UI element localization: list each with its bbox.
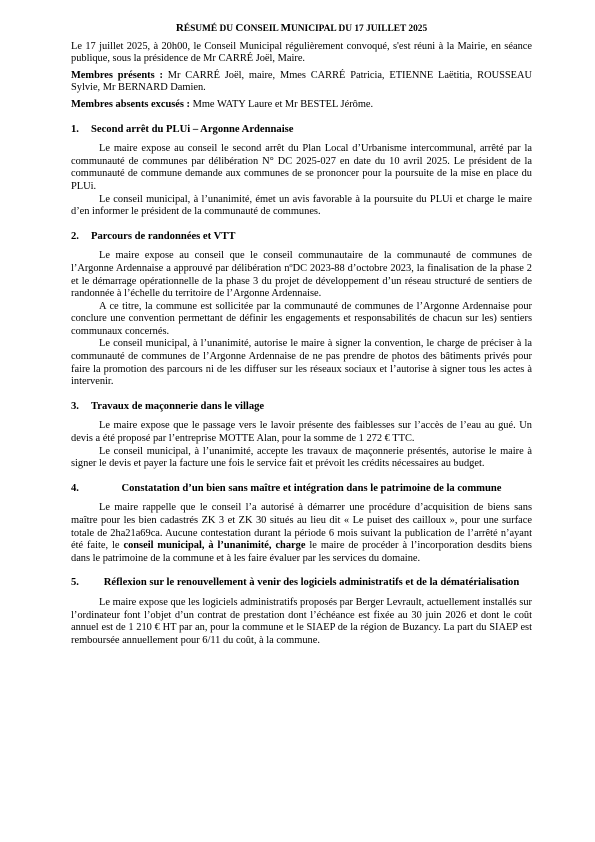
section-5-paragraph: Le maire expose que les logiciels administratifs proposés par Berger Levrault, actuellement installés sur l’ordinateur font l’objet d’un contrat de prestation dont l’échéance est fixée au 30 juin 2026 et dont le coût annuel est de 1 210 € HT par an, pour la commune et le SIAEP de la région de Buzancy. La part du SIAEP est remboursée annuellement pour 6/11 du coût, à la commune. <box>71 596 532 646</box>
section-4-heading <box>71 483 532 496</box>
members-present <box>71 70 532 95</box>
section-2-heading <box>71 231 532 244</box>
section-4-title: Constatation d’un bien sans maître et intégration dans le patrimoine de la commune <box>121 482 502 494</box>
section-3-paragraph: Le maire expose que le passage vers le lavoir présente des faiblesses sur l’accès de l’eau au gué. Un devis a été proposé par l’entreprise MOTTE Alan, pour la somme de 1 272 € TTC. <box>71 420 532 445</box>
section-3 <box>71 401 532 471</box>
section-5-heading <box>71 577 532 590</box>
document-body <box>71 22 532 647</box>
document-title <box>71 22 532 36</box>
section-4-text-bold: conseil municipal, à l’unanimité, charge <box>123 540 306 552</box>
section-1 <box>71 124 532 219</box>
section-3-paragraph: Le conseil municipal, à l’unanimité, accepte les travaux de maçonnerie présentés, autorise le maire à signer le devis et payer la facture une fois le service fait et prévoit les crédits nécessaires au budget. <box>71 445 532 470</box>
members-present-label: Membres présents : <box>71 69 163 81</box>
section-3-heading <box>71 401 532 414</box>
section-2-title: Parcours de randonnées et VTT <box>91 230 236 242</box>
section-4-number: 4. <box>71 482 79 494</box>
title-text-a: ÉSUMÉ DU <box>183 24 236 34</box>
section-2-paragraph: A ce titre, la commune est sollicitée par la communauté de communes de l’Argonne Ardennaise pour conclure une convention permettant de définir les engagements et responsabilités de chacun sur les) sentiers communaux concernés. <box>71 300 532 337</box>
members-absent-label: Membres absents excusés : <box>71 98 190 110</box>
title-initial-m: M <box>280 22 291 34</box>
section-1-heading <box>71 124 532 137</box>
section-4-text-start: Le maire rappelle que le conseil l’a autorisé à démarrer une procédure d’acquisition de biens sans maître pour les bien cadastrés ZK 3 et ZK 30 situés au lieu dit « Le puiset des cailloux », pour une surface totale de 2ha21a69ca. Aucune contestation durant la période 6 mois suivant la publication de l’arrêté n’ayant été faite, le <box>71 502 532 552</box>
section-2 <box>71 231 532 389</box>
section-1-title: Second arrêt du PLUi – Argonne Ardennaise <box>91 123 294 135</box>
section-3-title: Travaux de maçonnerie dans le village <box>91 400 265 412</box>
section-5-number: 5. <box>71 577 79 589</box>
section-1-number: 1. <box>71 123 79 135</box>
members-absent-text: Mme WATY Laure et Mr BESTEL Jérôme. <box>190 98 374 110</box>
title-text-c: UNICIPAL DU 17 JUILLET 2025 <box>291 24 428 34</box>
intro-paragraph: Le 17 juillet 2025, à 20h00, le Conseil Municipal régulièrement convoqué, s'est réuni à la Mairie, en séance publique, sous la présidence de Mr CARRÉ Joël, Maire. <box>71 40 532 65</box>
section-5-title: Réflexion sur le renouvellement à venir des logiciels administratifs et de la dématérialisation <box>103 577 520 589</box>
members-present-text: Mr CARRÉ Joël, maire, Mmes CARRÉ Patricia, ETIENNE Laëtitia, ROUSSEAU Sylvie, Mr BERNARD Damien. <box>71 69 533 94</box>
section-4-paragraph <box>71 502 532 565</box>
section-4 <box>71 483 532 566</box>
members-absent <box>71 99 532 112</box>
title-text-b: ONSEIL <box>243 24 281 34</box>
section-5 <box>71 577 532 647</box>
section-2-paragraph: Le maire expose au conseil que le conseil communautaire de la communauté de communes de l’Argonne Ardennaise a approuvé par délibération nºDC 2023-88 d’octobre 2023, la finalisation de la phase 2 et le démarrage opérationnelle de la phase 3 du projet de développement d’un réseau structuré de sentiers de randonnée à l’échelle du territoire de l’Argonne Ardennaise. <box>71 250 532 300</box>
section-1-paragraph: Le maire expose au conseil le second arrêt du Plan Local d’Urbanisme intercommunal, arrêté par la communauté de communes par délibération N° DC 2025-027 en date du 10 avril 2025. Le président de la communauté de commune demande aux communes de se prononcer pour la poursuite de la mise en place du PLUi. <box>71 143 532 192</box>
section-2-paragraph: Le conseil municipal, à l’unanimité, autorise le maire à signer la convention, le charge de préciser à la communauté de communes de l’Argonne Ardennaise de ne pas prendre de photos des bâtiments privés pour faire la promotion des parcours ni de les diffuser sur les réseaux sociaux et l’autorise à signer tous les actes à intervenir. <box>71 338 532 388</box>
title-initial-c: C <box>235 22 244 34</box>
section-1-paragraph: Le conseil municipal, à l’unanimité, émet un avis favorable à la poursuite du PLUi et charge le maire d’en informer le président de la communauté de communes. <box>71 193 532 218</box>
title-initial-r: R <box>175 22 184 34</box>
section-4-text-end: le maire de procéder à l’incorporation desdits biens dans le patrimoine de la commune et à les faire évaluer par les services du domaine. <box>71 540 532 564</box>
section-2-number: 2. <box>71 230 79 242</box>
section-3-number: 3. <box>71 400 79 412</box>
